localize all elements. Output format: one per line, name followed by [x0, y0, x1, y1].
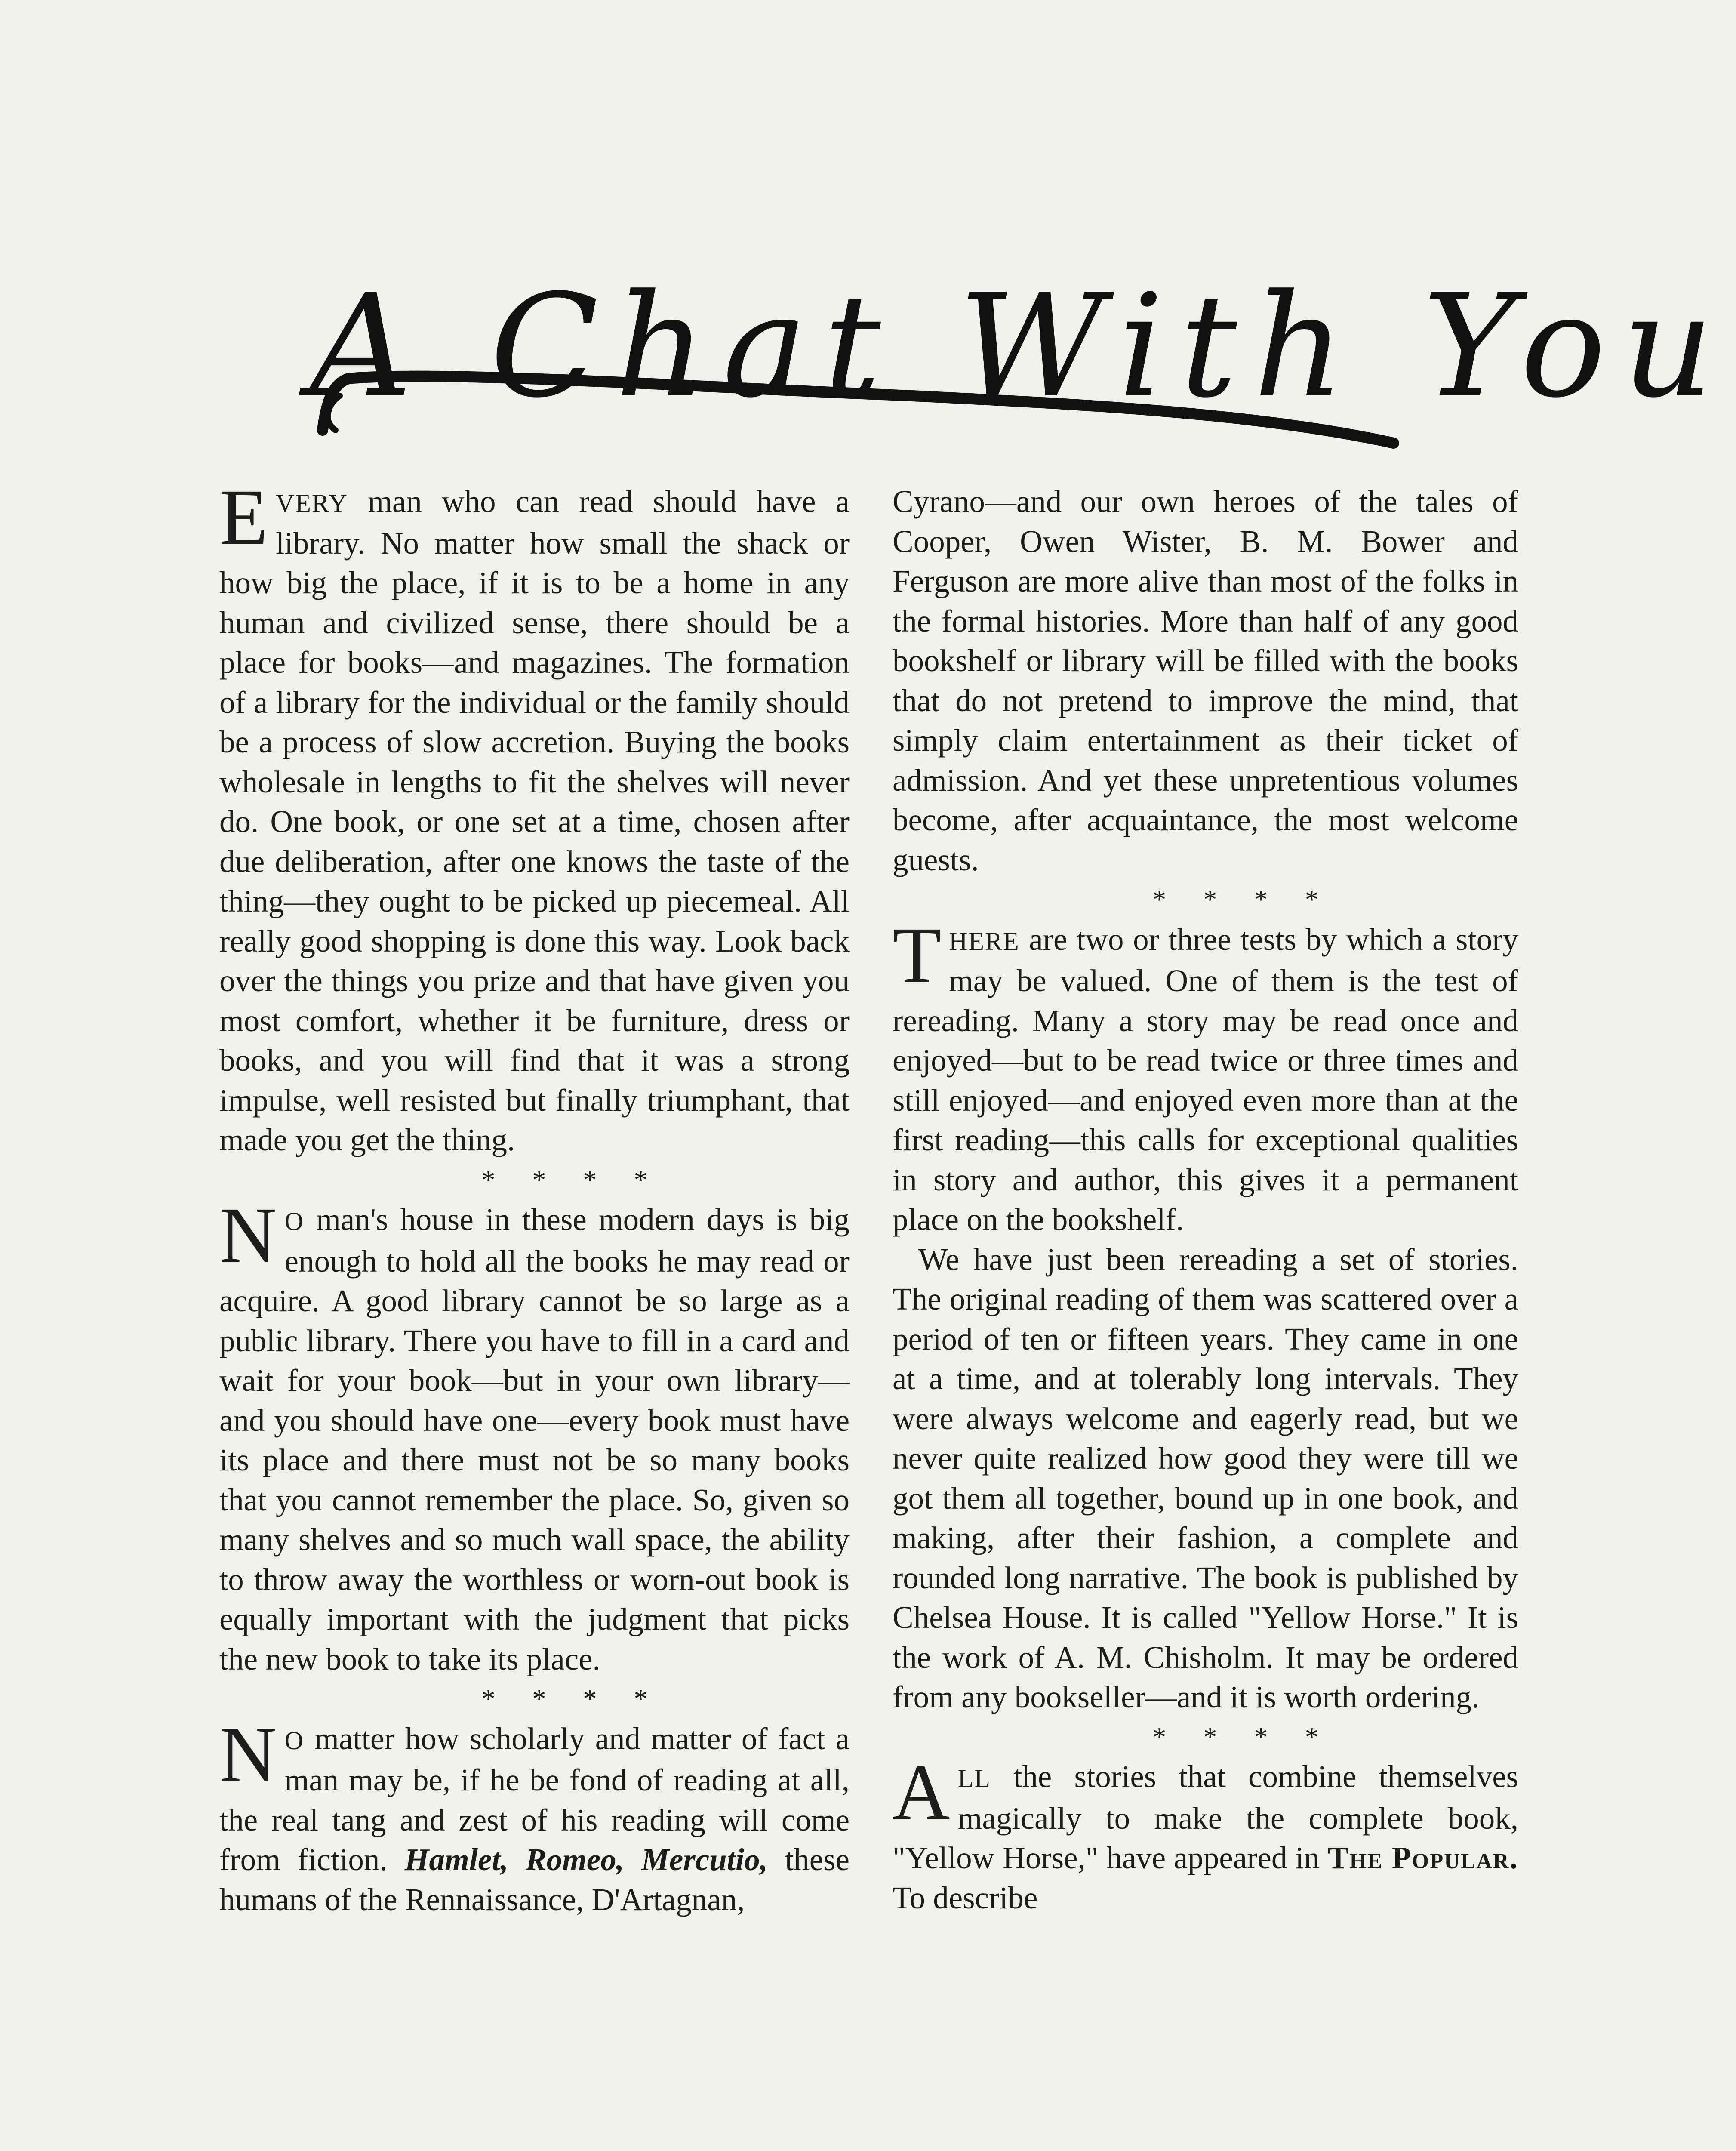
magazine-name: The Popular. — [1327, 1840, 1518, 1875]
section-separator: * * * * — [1152, 1721, 1319, 1752]
paragraph-cyrano: Cyrano—and our own heroes of the tales of Cooper, Owen Wister, B. M. Bower and Ferguson are more alive than most of the folks in the formal histories. More than half of any good bookshelf or library will be filled with the books that do not pretend to improve the mind, that simply claim entertainment as their ticket of admission. And yet these unpretentious volumes become, after acquaintance, the most welcome guests. — [893, 484, 1518, 877]
drop-cap: E — [219, 473, 268, 561]
paragraph-all-the-stories — [893, 1748, 1518, 1918]
section-separator: * * * * — [1152, 884, 1319, 915]
left-column — [219, 473, 850, 1920]
section-separator: * * * * — [481, 1164, 648, 1195]
paragraph-text-end: To describe — [893, 1880, 1038, 1915]
lead-in: O — [284, 1726, 304, 1755]
section-separator: * * * * — [481, 1683, 648, 1714]
paragraph-text: man's house in these modern days is big enough to hold all the books he may read or acquire. A good library cannot be so large as a public library. There you have to fill in a card and wait for your book—but in your own library—and you should have one—every book must have its place and there must not be so many books that you cannot remember the place. So, given so many shelves and so much wall space, the ability to throw away the worthless or worn-out book is equally important with the judgment that picks the new book to take its place. — [219, 1202, 850, 1676]
paragraph-text: the stories that combine themselves magically to make the complete book, "Yellow Horse," have appeared in — [893, 1759, 1518, 1875]
drop-cap: A — [893, 1748, 950, 1837]
italic-names: Hamlet, Romeo, Mercutio, — [404, 1842, 768, 1877]
drop-cap: N — [219, 1191, 277, 1279]
page-title — [310, 241, 1730, 482]
title-text: A Chat With You — [310, 264, 1730, 429]
lead-in: O — [284, 1207, 304, 1236]
drop-cap: T — [893, 911, 942, 999]
lead-in: VERY — [276, 489, 348, 518]
paragraph-no-matter — [219, 1710, 850, 1920]
right-column — [893, 482, 1518, 1918]
lead-in: LL — [957, 1764, 991, 1793]
paragraph-there-are — [893, 911, 1518, 1240]
lead-in: HERE — [949, 927, 1020, 955]
paragraph-text: matter how scholarly and matter of fact a man may be, if he be fond of reading at all, the real tang and zest of his reading will come from fiction. — [219, 1721, 850, 1877]
paragraph-text: are two or three tests by which a story may be valued. One of them is the test of rereading. Many a story may be read once and enjoyed—but to be read twice or three times and still enjoyed—and enjoyed even more than at the first reading—this calls for exceptional qualities in story and author, this gives it a permanent place on the bookshelf. — [893, 921, 1518, 1237]
paragraph-text: man who can read should have a library. No matter how small the shack or how big the place, if it is to be a home in any human and civilized sense, there should be a place for books—and magazines. The formation of a library for the individual or the family should be a process of slow accretion. Buying the books wholesale in lengths to fit the shelves will never do. One book, or one set at a time, chosen after due deliberation, after one knows the taste of the thing—they ought to be picked up piecemeal. All really good shopping is done this way. Look back over the things you prize and that have given you most comfort, whether it be furniture, dress or books, and you will find that it was a strong impulse, well resisted but finally triumphant, that made you get the thing. — [219, 484, 850, 1157]
drop-cap: N — [219, 1710, 277, 1799]
paragraph-every-man — [219, 473, 850, 1160]
paragraph-no-mans-house — [219, 1191, 850, 1679]
paragraph-rereading: We have just been rereading a set of stories. The original reading of them was scattered over a period of ten or fifteen years. They came in one at a time, and at tolerably long intervals. They were always welcome and eagerly read, but we never quite realized how good they were till we got them all together, bound up in one book, and making, after their fashion, a complete and rounded long narrative. The book is published by Chelsea House. It is called "Yellow Horse." It is the work of A. M. Chisholm. It may be ordered from any bookseller—and it is worth ordering. — [893, 1242, 1518, 1714]
paragraph-text-end: these humans of the Rennaissance, D'Artagnan, — [219, 1842, 850, 1917]
